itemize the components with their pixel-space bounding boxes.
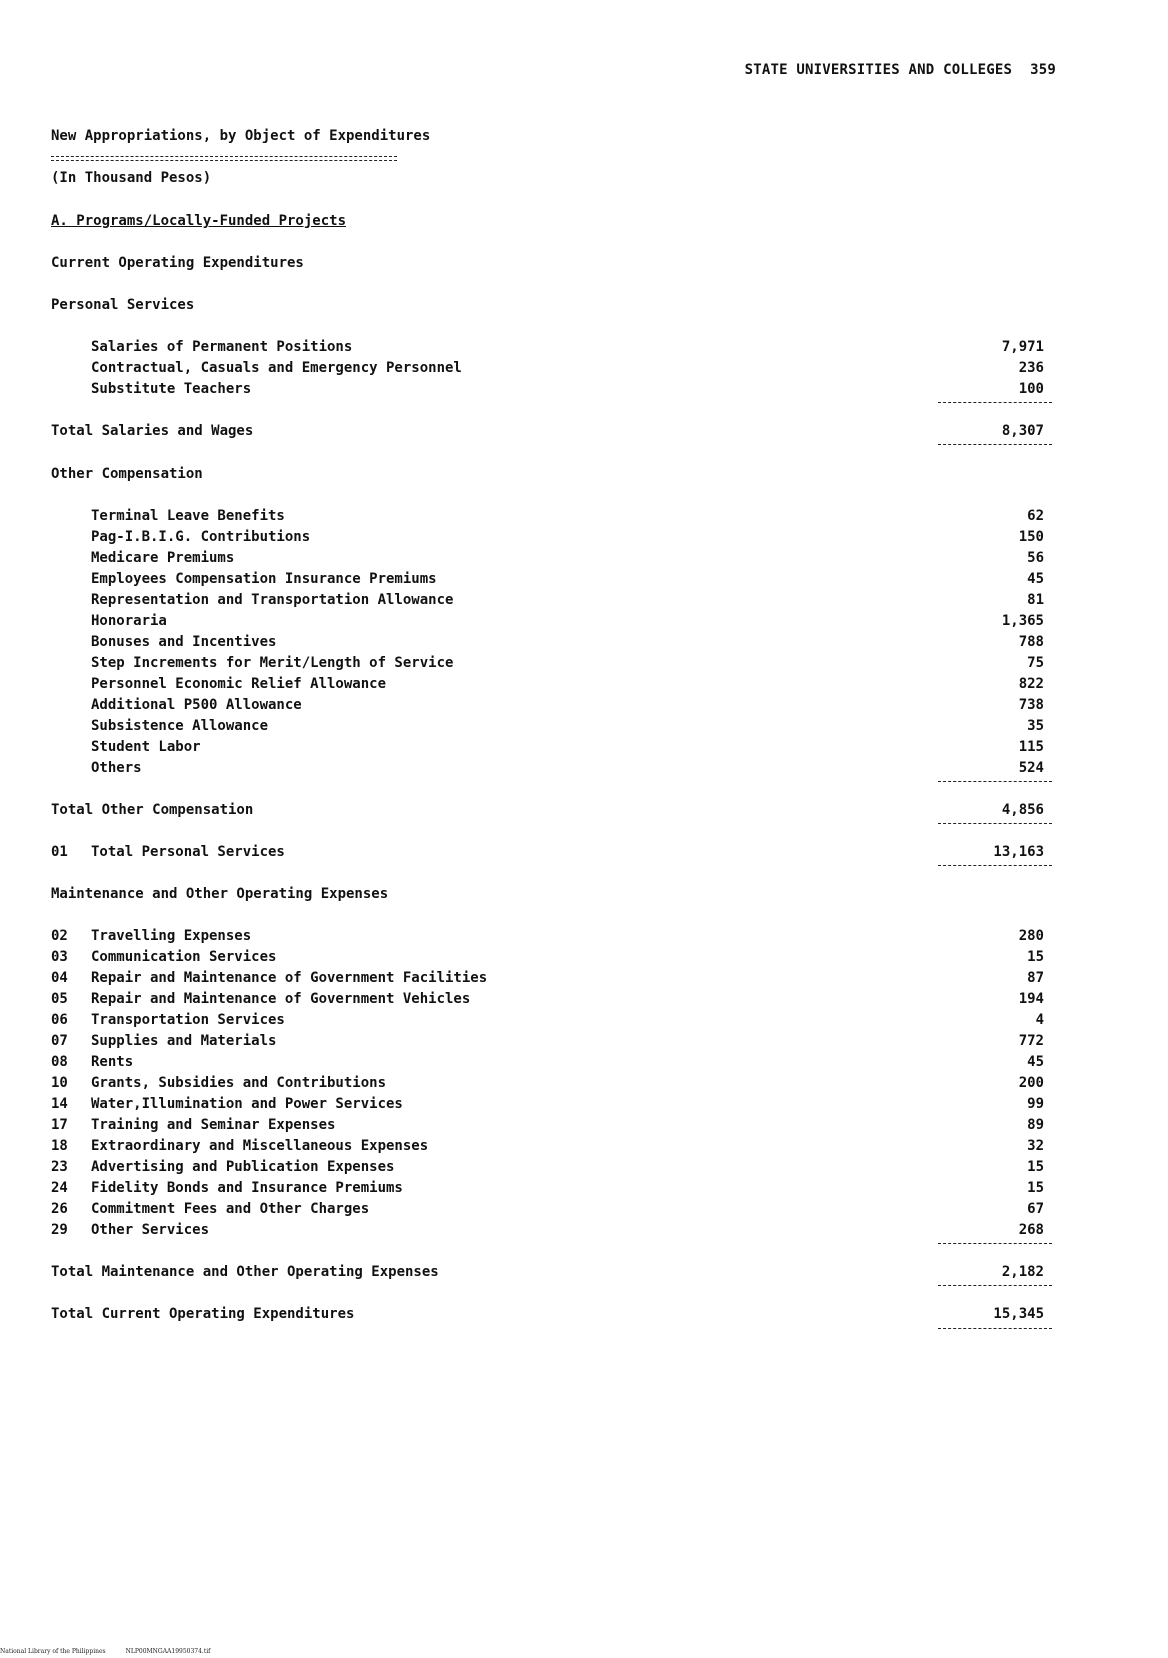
line-item-label: Additional P500 Allowance [91,697,302,713]
line-item-label: Supplies and Materials [91,1033,277,1049]
subtotal-rule [938,402,1052,403]
subtotal-rule [938,865,1052,866]
line-item-label: Salaries of Permanent Positions [91,339,353,355]
section-heading: A. Programs/Locally-Funded Projects [51,213,347,229]
total-other-compensation-value: 4,856 [1001,802,1044,818]
page-header [745,62,1056,78]
total-mooe-label: Total Maintenance and Other Operating Expenses [51,1264,439,1280]
object-code: 02 [51,928,68,944]
subtotal-rule [938,781,1052,782]
object-code: 24 [51,1180,68,1196]
line-item-label: Personnel Economic Relief Allowance [91,676,387,692]
line-item-value: 45 [1027,1054,1044,1070]
object-code: 01 [51,844,68,860]
scan-filename: NLP00MNGAA19950374.tif [125,1648,211,1655]
line-item-label: Representation and Transportation Allowance [91,592,454,608]
line-item-label: Advertising and Publication Expenses [91,1159,395,1175]
object-code: 06 [51,1012,68,1028]
object-code: 17 [51,1117,68,1133]
total-salaries-label: Total Salaries and Wages [51,423,254,439]
line-item-value: 15 [1027,1180,1044,1196]
line-item-label: Rents [91,1054,134,1070]
line-item-label: Terminal Leave Benefits [91,508,285,524]
line-item-value: 15 [1027,1159,1044,1175]
line-item-value: 99 [1027,1096,1044,1112]
subtotal-rule [938,444,1052,445]
line-item-value: 268 [1018,1222,1044,1238]
personal-services-heading: Personal Services [51,297,195,313]
grand-total-rule [938,1328,1052,1329]
subtotal-rule [938,1285,1052,1286]
line-item-label: Water,Illumination and Power Services [91,1096,403,1112]
line-item-label: Repair and Maintenance of Government Facilities [91,970,488,986]
line-item-value: 62 [1027,508,1044,524]
line-item-value: 822 [1018,676,1044,692]
document-title: New Appropriations, by Object of Expenditures [51,128,431,144]
line-item-value: 87 [1027,970,1044,986]
line-item-value: 194 [1018,991,1044,1007]
object-code: 14 [51,1096,68,1112]
line-item-value: 772 [1018,1033,1044,1049]
line-item-value: 81 [1027,592,1044,608]
line-item-value: 200 [1018,1075,1044,1091]
total-other-compensation-label: Total Other Compensation [51,802,254,818]
line-item-value: 89 [1027,1117,1044,1133]
library-credit: National Library of the Philippines [0,1648,106,1655]
unit-note: (In Thousand Pesos) [51,170,212,186]
line-item-value: 280 [1018,928,1044,944]
line-item-value: 236 [1018,360,1044,376]
subtotal-rule [938,1243,1052,1244]
line-item-label: Substitute Teachers [91,381,252,397]
scan-footer [0,1648,210,1655]
total-personal-services-label: Total Personal Services [91,844,285,860]
line-item-value: 7,971 [1001,339,1044,355]
line-item-value: 67 [1027,1201,1044,1217]
line-item-label: Honoraria [91,613,167,629]
line-item-value: 738 [1018,697,1044,713]
line-item-label: Transportation Services [91,1012,285,1028]
line-item-label: Medicare Premiums [91,550,235,566]
line-item-label: Training and Seminar Expenses [91,1117,336,1133]
object-code: 05 [51,991,68,1007]
object-code: 07 [51,1033,68,1049]
line-item-value: 100 [1018,381,1044,397]
line-item-value: 45 [1027,571,1044,587]
line-item-label: Commitment Fees and Other Charges [91,1201,370,1217]
line-item-value: 1,365 [1001,613,1044,629]
object-code: 18 [51,1138,68,1154]
line-item-value: 15 [1027,949,1044,965]
line-item-label: Other Services [91,1222,210,1238]
line-item-label: Fidelity Bonds and Insurance Premiums [91,1180,403,1196]
total-current-operating-value: 15,345 [993,1306,1044,1322]
line-item-label: Bonuses and Incentives [91,634,277,650]
total-personal-services-value: 13,163 [993,844,1044,860]
total-salaries-value: 8,307 [1001,423,1044,439]
line-item-label: Travelling Expenses [91,928,252,944]
line-item-value: 524 [1018,760,1044,776]
object-code: 29 [51,1222,68,1238]
line-item-label: Others [91,760,142,776]
page-number: 359 [1030,62,1056,78]
line-item-label: Communication Services [91,949,277,965]
line-item-label: Subsistence Allowance [91,718,269,734]
object-code: 10 [51,1075,68,1091]
object-code: 08 [51,1054,68,1070]
mooe-heading: Maintenance and Other Operating Expenses [51,886,389,902]
line-item-label: Step Increments for Merit/Length of Service [91,655,454,671]
title-double-rule [51,156,397,161]
running-title: STATE UNIVERSITIES AND COLLEGES [744,62,1013,78]
total-current-operating-label: Total Current Operating Expenditures [51,1306,355,1322]
line-item-value: 115 [1018,739,1044,755]
line-item-label: Contractual, Casuals and Emergency Personnel [91,360,462,376]
line-item-label: Grants, Subsidies and Contributions [91,1075,387,1091]
line-item-value: 788 [1018,634,1044,650]
current-operating-heading: Current Operating Expenditures [51,255,304,271]
line-item-label: Student Labor [91,739,201,755]
line-item-label: Extraordinary and Miscellaneous Expenses [91,1138,429,1154]
line-item-value: 32 [1027,1138,1044,1154]
total-mooe-value: 2,182 [1001,1264,1044,1280]
line-item-value: 4 [1035,1012,1044,1028]
line-item-value: 35 [1027,718,1044,734]
line-item-label: Employees Compensation Insurance Premiums [91,571,437,587]
line-item-label: Pag-I.B.I.G. Contributions [91,529,311,545]
line-item-value: 75 [1027,655,1044,671]
line-item-label: Repair and Maintenance of Government Vehicles [91,991,471,1007]
object-code: 23 [51,1159,68,1175]
line-item-value: 56 [1027,550,1044,566]
object-code: 26 [51,1201,68,1217]
other-compensation-heading: Other Compensation [51,466,203,482]
subtotal-rule [938,823,1052,824]
object-code: 03 [51,949,68,965]
object-code: 04 [51,970,68,986]
line-item-value: 150 [1018,529,1044,545]
